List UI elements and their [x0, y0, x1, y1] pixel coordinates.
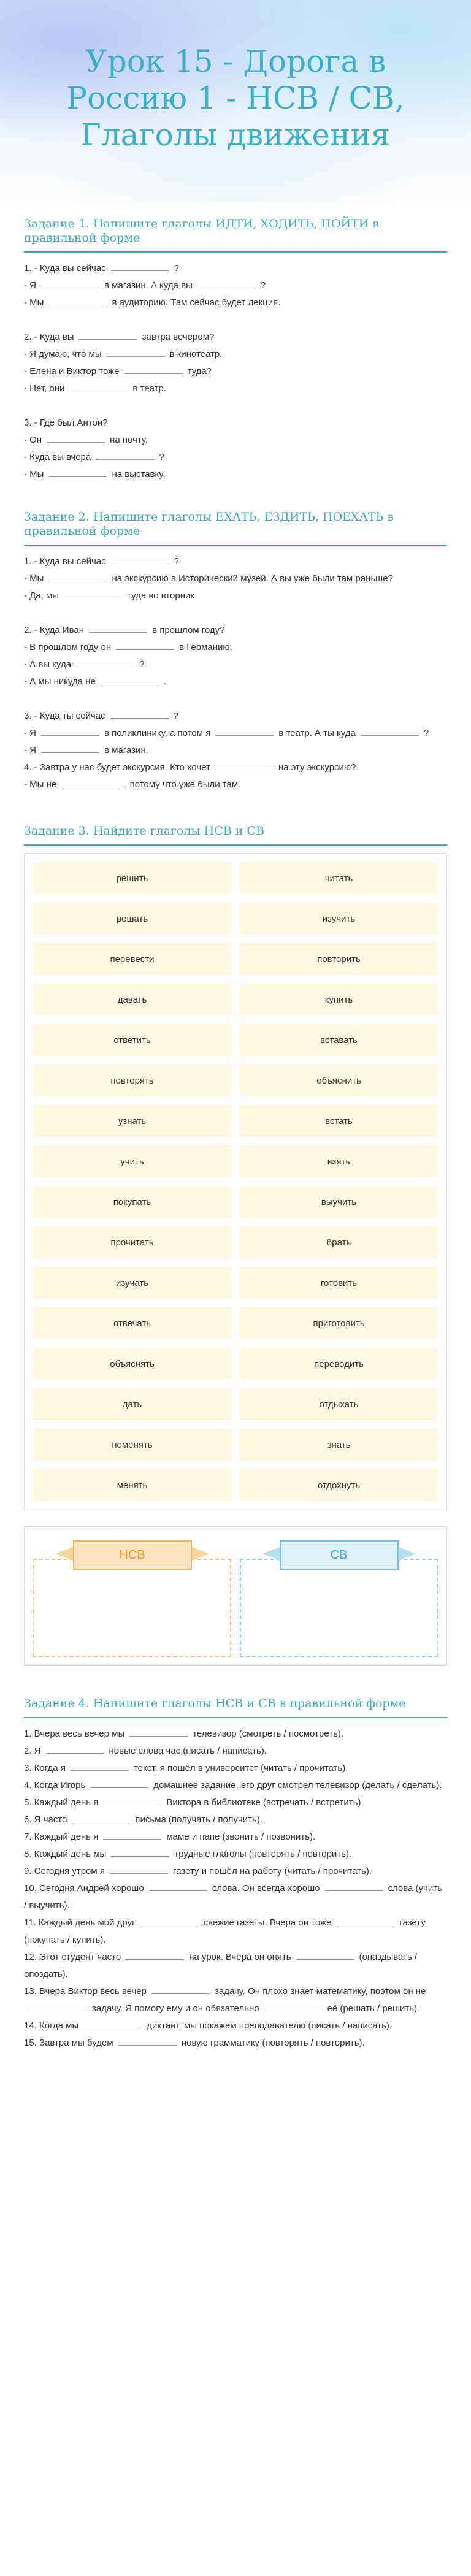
divider	[24, 251, 447, 253]
answer-blank[interactable]	[126, 1949, 184, 1960]
nsv-drop-area[interactable]	[33, 1559, 231, 1657]
task-4-lines	[24, 1726, 447, 2052]
verb-card[interactable]: объяснять	[33, 1348, 231, 1380]
line-text: 4. Когда Игорь	[24, 1780, 86, 1791]
line-text: ?	[173, 711, 178, 721]
answer-blank[interactable]	[361, 725, 419, 736]
line-text: (опаздывать / опоздать).	[24, 1952, 418, 1979]
exercise-line	[24, 1726, 447, 1743]
line-text: 6. Я часто	[24, 1814, 67, 1825]
answer-blank[interactable]	[264, 2001, 323, 2011]
answer-blank[interactable]	[103, 1795, 161, 1805]
line-text: - Я	[24, 728, 36, 738]
exercise-line	[24, 1777, 447, 1794]
exercise-line	[24, 1794, 447, 1811]
line-text: в прошлом году?	[152, 625, 225, 635]
line-text: на выставку.	[112, 469, 166, 480]
line-text: Виктора в библиотеке (встречать / встретить).	[166, 1797, 364, 1808]
answer-blank[interactable]	[47, 432, 105, 443]
line-text: туда?	[187, 366, 212, 376]
line-text: в Германию.	[179, 642, 232, 652]
line-text: 2. - Куда Иван	[24, 625, 85, 635]
verb-card[interactable]: взять	[240, 1145, 438, 1177]
divider	[24, 844, 447, 846]
answer-blank[interactable]	[101, 674, 159, 684]
line-text: в кинотеатр.	[169, 349, 223, 359]
answer-blank[interactable]	[111, 261, 169, 271]
task-3	[24, 824, 447, 1666]
line-text: в театр.	[132, 383, 166, 394]
line-text: 1. Вчера весь вечер мы	[24, 1729, 125, 1739]
answer-blank[interactable]	[336, 1915, 394, 1925]
exercise-line	[24, 1760, 447, 1777]
exercise-line	[24, 277, 447, 294]
answer-blank[interactable]	[149, 1881, 207, 1891]
exercise-line	[24, 708, 447, 725]
line-text: - Мы	[24, 297, 44, 308]
exercise-line	[24, 363, 447, 380]
exercise-line	[24, 1863, 447, 1880]
line-text: - Он	[24, 435, 42, 445]
exercise-line	[24, 673, 447, 690]
divider	[24, 1717, 447, 1718]
exercise-line	[24, 466, 447, 483]
answer-blank[interactable]	[72, 1812, 130, 1822]
exercise-line	[24, 622, 447, 639]
answer-blank[interactable]	[124, 364, 183, 374]
line-text: 15. Завтра мы будем	[24, 2038, 113, 2048]
line-text: телевизор (смотреть / посмотреть).	[193, 1729, 344, 1739]
line-text: ?	[174, 263, 179, 273]
line-text: газету (покупать / купить).	[24, 1917, 426, 1945]
line-text: ?	[260, 280, 266, 291]
verb-card[interactable]: читать	[240, 862, 438, 894]
line-text: на почту.	[110, 435, 148, 445]
answer-blank[interactable]	[48, 295, 107, 305]
task-1-title: Задание 1. Напишите глаголы ИДТИ, ХОДИТЬ, ПОЙТИ в правильной форме	[24, 217, 379, 245]
answer-blank[interactable]	[215, 760, 274, 770]
line-text: - Я думаю, что мы	[24, 349, 102, 359]
exercise-line	[24, 553, 447, 570]
verb-card[interactable]: знать	[240, 1429, 438, 1461]
line-text: - Нет, они	[24, 383, 65, 394]
line-text: в театр. А ты куда	[278, 728, 356, 738]
line-text: слова (учить / выучить).	[24, 1883, 442, 1911]
line-text: задачу. Он плохо знает математику, поэтом он не	[214, 1986, 426, 1997]
line-text: ?	[174, 556, 179, 567]
verb-card[interactable]: отдохнуть	[240, 1469, 438, 1501]
line-text: её (решать / решить).	[327, 2003, 420, 2014]
line-text: газету и пошёл на работу (читать / прочитать).	[173, 1866, 372, 1876]
answer-blank[interactable]	[111, 554, 169, 564]
verb-card[interactable]: повторять	[33, 1064, 231, 1096]
line-text: 3. Когда я	[24, 1763, 66, 1773]
line-text: - А мы никуда не	[24, 676, 96, 687]
line-text: 12. Этот студент часто	[24, 1952, 121, 1962]
answer-blank[interactable]	[296, 1949, 354, 1960]
answer-blank[interactable]	[215, 725, 274, 736]
line-text: - Я	[24, 745, 36, 755]
line-text: 1. - Куда вы сейчас	[24, 556, 106, 567]
line-text: - Елена и Виктор тоже	[24, 366, 120, 376]
verb-card[interactable]: учить	[33, 1145, 231, 1177]
exercise-line	[24, 587, 447, 605]
ribbon-decoration	[56, 1546, 74, 1561]
task-1-lines	[24, 260, 447, 483]
line-text: ?	[159, 452, 164, 462]
line-text: 13. Вчера Виктор весь вечер	[24, 1986, 147, 1997]
exercise-line	[24, 346, 447, 363]
answer-blank[interactable]	[83, 2018, 142, 2028]
answer-blank[interactable]	[71, 1760, 129, 1771]
line-text: на эту экскурсию?	[278, 762, 356, 773]
divider	[24, 545, 447, 546]
line-text: - Я	[24, 280, 36, 291]
line-text: 9. Сегодня утром я	[24, 1866, 105, 1876]
verb-card[interactable]: поменять	[33, 1429, 231, 1461]
answer-blank[interactable]	[118, 2035, 177, 2046]
task-1	[24, 217, 447, 483]
exercise-line	[24, 1983, 447, 2017]
verb-card[interactable]: повторить	[240, 943, 438, 975]
exercise-line	[24, 725, 447, 742]
verb-card[interactable]: объяснить	[240, 1064, 438, 1096]
answer-blank[interactable]	[69, 381, 128, 391]
exercise-line	[24, 639, 447, 656]
line-text: в аудиторию. Там сейчас будет лекция.	[112, 297, 281, 308]
verb-card[interactable]: решать	[33, 903, 231, 934]
verb-card[interactable]: переводить	[240, 1348, 438, 1380]
answer-blank[interactable]	[324, 1881, 383, 1891]
verb-card[interactable]: изучать	[33, 1267, 231, 1299]
answer-blank[interactable]	[29, 2001, 87, 2011]
line-text: в магазин. А куда вы	[104, 280, 193, 291]
line-text: слова. Он всегда хорошо	[212, 1883, 320, 1894]
exercise-line	[24, 260, 447, 277]
task-2-lines	[24, 553, 447, 793]
exercise-line	[24, 570, 447, 587]
exercise-line	[24, 776, 447, 793]
answer-blank[interactable]	[61, 777, 120, 787]
verb-card[interactable]: выучить	[240, 1186, 438, 1218]
answer-blank[interactable]	[111, 1846, 169, 1857]
answer-blank[interactable]	[41, 743, 99, 753]
verb-card[interactable]: готовить	[240, 1267, 438, 1299]
worksheet	[24, 217, 447, 2076]
exercise-line	[24, 1846, 447, 1863]
exercise-line	[24, 415, 447, 432]
line-text: 4. - Завтра у нас будет экскурсия. Кто хочет	[24, 762, 210, 773]
answer-blank[interactable]	[110, 708, 169, 719]
answer-blank[interactable]	[110, 1863, 168, 1874]
nsv-drop-zone[interactable]	[33, 1540, 231, 1657]
task-4-title: Задание 4. Напишите глаголы НСВ и СВ в правильной форме	[24, 1697, 406, 1710]
ribbon-decoration	[262, 1546, 281, 1561]
verb-card[interactable]: покупать	[33, 1186, 231, 1218]
line-text: , потому что уже были там.	[124, 779, 241, 790]
page-title: Урок 15 - Дорога в Россию 1 - НСВ / СВ, Глаголы движения	[66, 44, 405, 153]
line-text: свежие газеты. Вчера он тоже	[203, 1917, 332, 1928]
exercise-line	[24, 1811, 447, 1829]
answer-blank[interactable]	[96, 449, 154, 460]
sv-drop-zone[interactable]	[240, 1540, 438, 1657]
line-text: письма (получать / получить).	[135, 1814, 262, 1825]
hero-banner	[0, 0, 471, 202]
line-text: 3. - Куда ты сейчас	[24, 711, 105, 721]
line-text: 2. Я	[24, 1746, 41, 1756]
ribbon-decoration	[397, 1546, 416, 1561]
verb-card[interactable]: перевести	[33, 943, 231, 975]
verb-card[interactable]: давать	[33, 984, 231, 1015]
verb-card[interactable]: изучить	[240, 903, 438, 934]
exercise-line	[24, 2035, 447, 2052]
answer-blank[interactable]	[107, 346, 165, 357]
verb-card[interactable]: решить	[33, 862, 231, 894]
verb-card[interactable]: приготовить	[240, 1307, 438, 1339]
verb-card[interactable]: прочитать	[33, 1226, 231, 1258]
ribbon-decoration	[191, 1546, 209, 1561]
exercise-line	[24, 2017, 447, 2035]
verb-card[interactable]: вставать	[240, 1024, 438, 1056]
line-text: на урок. Вчера он опять	[189, 1952, 291, 1962]
line-text: 10. Сегодня Андрей хорошо	[24, 1883, 144, 1894]
answer-blank[interactable]	[41, 278, 99, 288]
verb-card[interactable]: отвечать	[33, 1307, 231, 1339]
line-text: - А вы куда	[24, 659, 72, 670]
drop-zones	[24, 1526, 447, 1666]
line-text: 5. Каждый день я	[24, 1797, 99, 1808]
sv-label: СВ	[280, 1540, 399, 1570]
verb-card[interactable]: узнать	[33, 1105, 231, 1137]
task-4	[24, 1697, 447, 2052]
line-text: - В прошлом году он	[24, 642, 112, 652]
answer-blank[interactable]	[64, 588, 122, 598]
line-text: домашнее задание, его друг смотрел телевизор (делать / сделать).	[153, 1780, 442, 1791]
verb-card[interactable]: брать	[240, 1226, 438, 1258]
answer-blank[interactable]	[151, 1984, 210, 1994]
line-text: в магазин.	[104, 745, 148, 755]
verb-card[interactable]: дать	[33, 1388, 231, 1420]
task-2-title: Задание 2. Напишите глаголы ЕХАТЬ, ЕЗДИТЬ, ПОЕХАТЬ в правильной форме	[24, 510, 394, 538]
line-text: текст, я пошёл в университет (читать / прочитать).	[133, 1763, 348, 1773]
line-text: 7. Каждый день я	[24, 1832, 99, 1842]
exercise-line	[24, 380, 447, 397]
line-text: новые слова час (писать / написать).	[109, 1746, 267, 1756]
answer-blank[interactable]	[129, 1726, 188, 1737]
answer-blank[interactable]	[41, 725, 99, 736]
answer-blank[interactable]	[89, 622, 147, 633]
line-text: ?	[139, 659, 145, 670]
line-text: 8. Каждый день мы	[24, 1849, 107, 1859]
task-3-title: Задание 3. Найдите глаголы НСВ и СВ	[24, 824, 264, 838]
exercise-line	[24, 1914, 447, 1949]
verb-card[interactable]: ответить	[33, 1024, 231, 1056]
exercise-line	[24, 294, 447, 311]
line-text: - Мы	[24, 469, 44, 480]
line-text: - Куда вы вчера	[24, 452, 91, 462]
exercise-line	[24, 759, 447, 776]
line-text: в поликлинику, а потом я	[104, 728, 211, 738]
line-text: 1. - Куда вы сейчас	[24, 263, 106, 273]
exercise-line	[24, 1743, 447, 1760]
line-text: - Мы не	[24, 779, 57, 790]
answer-blank[interactable]	[48, 571, 107, 581]
line-text: на экскурсию в Исторический музей. А вы уже были там раньше?	[112, 573, 393, 584]
line-text: 14. Когда мы	[24, 2020, 79, 2031]
line-text: - Да, мы	[24, 590, 59, 601]
verb-card[interactable]: встать	[240, 1105, 438, 1137]
verb-card[interactable]: менять	[33, 1469, 231, 1501]
answer-blank[interactable]	[46, 1743, 104, 1754]
line-text: диктант, мы покажем преподавателю (писать / написать).	[147, 2020, 392, 2031]
line-text: - Мы	[24, 573, 44, 584]
exercise-line	[24, 449, 447, 466]
answer-blank[interactable]	[103, 1829, 161, 1840]
line-text: маме и папе (звонить / позвонить).	[166, 1832, 316, 1842]
exercise-line	[24, 1949, 447, 1983]
line-text: завтра вечером?	[142, 332, 215, 342]
answer-blank[interactable]	[90, 1778, 148, 1788]
answer-blank[interactable]	[79, 329, 137, 340]
line-text: .	[163, 676, 167, 687]
line-text: новую грамматику (повторять / повторить).	[181, 2038, 365, 2048]
exercise-line	[24, 742, 447, 759]
sv-drop-area[interactable]	[240, 1559, 438, 1657]
exercise-line	[24, 1880, 447, 1914]
exercise-line	[24, 1829, 447, 1846]
task-2	[24, 510, 447, 793]
answer-blank[interactable]	[197, 278, 256, 288]
verb-card-grid	[24, 853, 447, 1510]
answer-blank[interactable]	[140, 1915, 199, 1925]
exercise-line	[24, 432, 447, 449]
line-text: трудные глаголы (повторять / повторить).	[174, 1849, 352, 1859]
answer-blank[interactable]	[116, 640, 174, 650]
verb-card[interactable]: купить	[240, 984, 438, 1015]
line-text: задачу. Я помогу ему и он обязательно	[92, 2003, 259, 2014]
answer-blank[interactable]	[48, 467, 107, 477]
line-text: туда во вторник.	[127, 590, 197, 601]
line-text: ?	[423, 728, 429, 738]
line-text: 3. - Где был Антон?	[24, 418, 108, 428]
line-text: 11. Каждый день мой друг	[24, 1917, 136, 1928]
exercise-line	[24, 656, 447, 673]
exercise-line	[24, 329, 447, 346]
answer-blank[interactable]	[76, 657, 134, 667]
verb-card[interactable]: отдыхать	[240, 1388, 438, 1420]
nsv-label: НСВ	[73, 1540, 192, 1570]
line-text: 2. - Куда вы	[24, 332, 74, 342]
